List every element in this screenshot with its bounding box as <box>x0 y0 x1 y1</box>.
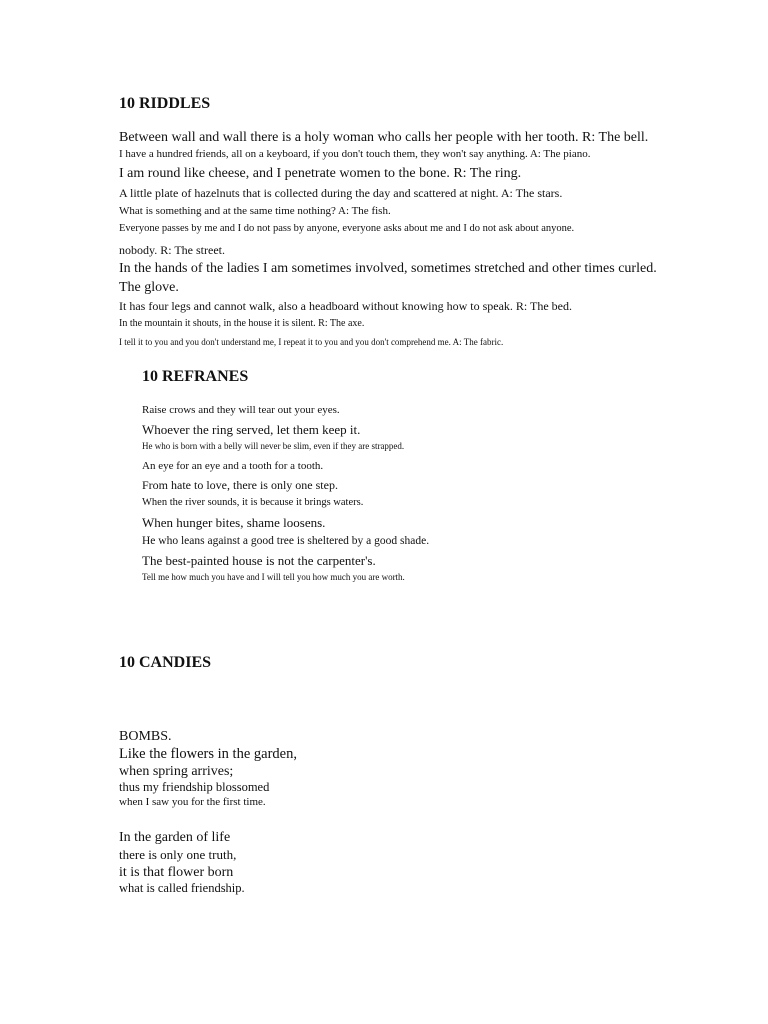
riddle-line: nobody. R: The street. <box>119 243 225 257</box>
poem-line: Like the flowers in the garden, <box>119 746 297 762</box>
refran-line: Raise crows and they will tear out your eyes. <box>142 404 340 416</box>
refran-line: He who is born with a belly will never be slim, even if they are strapped. <box>142 441 405 451</box>
poem-line: there is only one truth, <box>119 847 237 862</box>
refran-line: He who leans against a good tree is sheltered by a good shade. <box>142 535 430 547</box>
poem-line: what is called friendship. <box>119 881 245 895</box>
poem-line: In the garden of life <box>119 830 231 845</box>
riddle-line: I have a hundred friends, all on a keyboard, if you don't touch them, they won't say anything. A: The piano. <box>119 148 591 160</box>
riddle-line: Between wall and wall there is a holy woman who calls her people with her tooth. R: The bell. <box>119 130 649 145</box>
candies-heading: 10 CANDIES <box>119 654 212 671</box>
poem-line: thus my friendship blossomed <box>119 780 270 794</box>
riddle-line: It has four legs and cannot walk, also a headboard without knowing how to speak. R: The bed. <box>119 299 573 313</box>
riddle-line: Everyone passes by me and I do not pass by anyone, everyone asks about me and I do not ask about anyone. <box>119 223 575 234</box>
riddle-line: I am round like cheese, and I penetrate women to the bone. R: The ring. <box>119 166 522 181</box>
riddle-line: A little plate of hazelnuts that is collected during the day and scattered at night. A: The stars. <box>119 186 563 200</box>
riddle-line: The glove. <box>119 280 179 295</box>
poem-line: when I saw you for the first time. <box>119 796 266 808</box>
riddle-line: What is something and at the same time nothing? A: The fish. <box>119 205 391 217</box>
refran-line: When hunger bites, shame loosens. <box>142 515 326 530</box>
refran-line: Tell me how much you have and I will tell you how much you are worth. <box>142 572 405 582</box>
refran-line: The best-painted house is not the carpenter's. <box>142 553 376 568</box>
refranes-heading: 10 REFRANES <box>142 368 249 385</box>
refran-line: When the river sounds, it is because it brings waters. <box>142 497 364 508</box>
riddle-line: In the mountain it shouts, in the house it is silent. R: The axe. <box>119 318 365 329</box>
riddles-heading: 10 RIDDLES <box>119 95 211 112</box>
riddle-line: In the hands of the ladies I am sometimes involved, sometimes stretched and other times curled. <box>119 261 657 276</box>
riddle-line: I tell it to you and you don't understand me, I repeat it to you and you don't comprehend me. A: The fabric. <box>119 337 504 347</box>
poem-line: BOMBS. <box>119 729 172 744</box>
refran-line: Whoever the ring served, let them keep it. <box>142 422 361 437</box>
poem-line: when spring arrives; <box>119 764 234 779</box>
refran-line: An eye for an eye and a tooth for a tooth. <box>142 460 324 472</box>
refran-line: From hate to love, there is only one step. <box>142 478 338 492</box>
poem-line: it is that flower born <box>119 865 234 880</box>
